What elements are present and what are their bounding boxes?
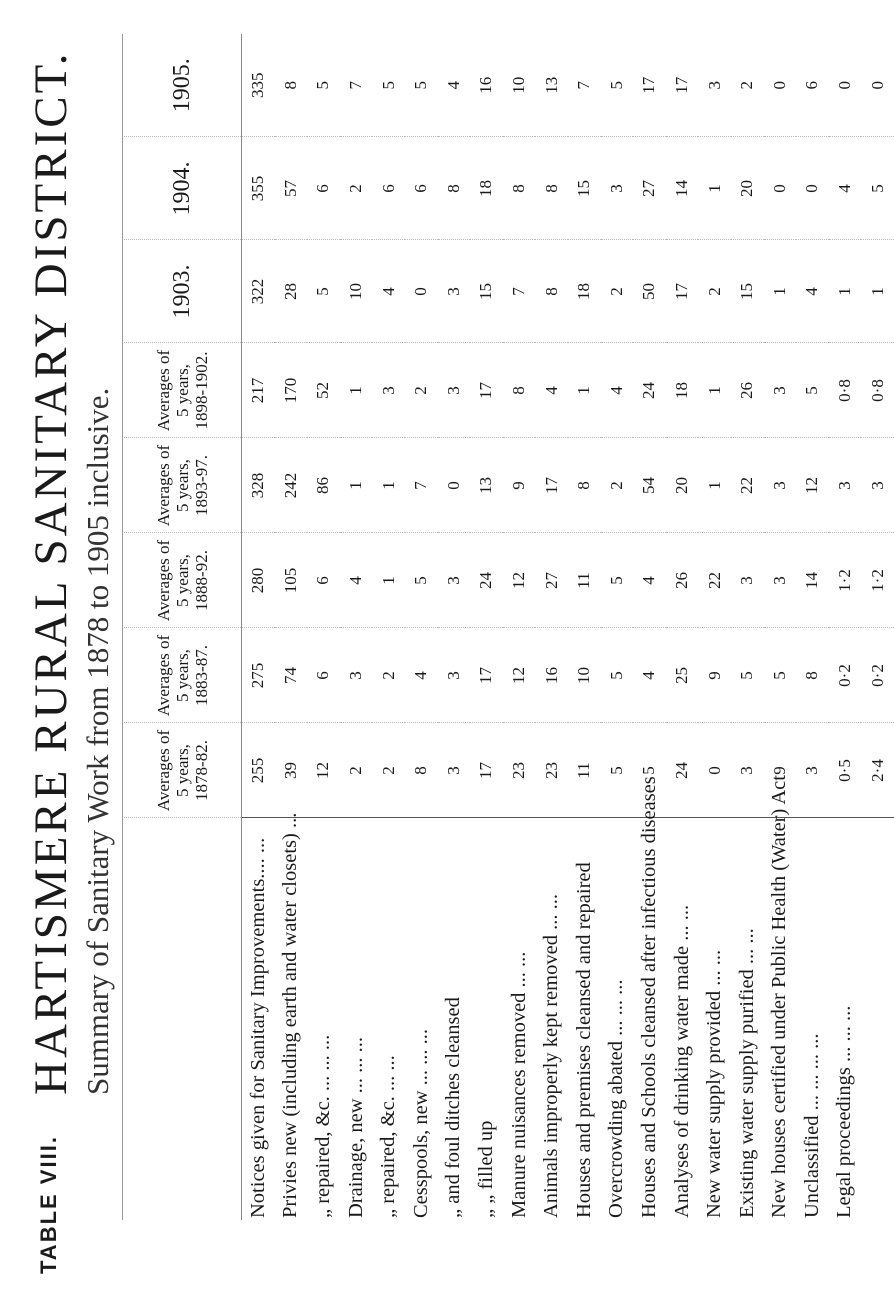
table-cell: 17 xyxy=(633,34,666,137)
row-label: Manure nuisances removed ... ... xyxy=(503,818,536,1220)
table-cell: 7 xyxy=(340,34,373,137)
table-cell: 0 xyxy=(405,240,438,343)
table-cell: 8 xyxy=(503,343,536,438)
column-header: Averages of 5 years, 1883-87. xyxy=(124,628,242,723)
table-cell: 4 xyxy=(796,240,829,343)
table-cell: 1·2 xyxy=(829,533,862,628)
table-row xyxy=(503,34,536,1220)
summary-table-container xyxy=(124,0,887,1310)
table-cell: 8 xyxy=(438,137,471,240)
row-label: New houses certified under Public Health (Water) Act xyxy=(764,818,797,1220)
row-label: „ „ filled up xyxy=(470,818,503,1220)
header-row xyxy=(124,34,242,1220)
row-label: Cesspools, new ... ... ... xyxy=(405,818,438,1220)
row-label: Existing water supply purified ... ... xyxy=(731,818,764,1220)
table-cell: 4 xyxy=(372,240,405,343)
table-cell: 6 xyxy=(307,137,340,240)
table-cell: 0 xyxy=(698,723,731,818)
table-cell: 11 xyxy=(568,533,601,628)
table-cell: 3 xyxy=(731,533,764,628)
table-cell: 15 xyxy=(731,240,764,343)
table-cell: 6 xyxy=(307,533,340,628)
table-cell: 5 xyxy=(601,34,634,137)
table-row xyxy=(438,34,471,1220)
table-row xyxy=(568,34,601,1220)
row-label: Analyses of drinking water made ... ... xyxy=(666,818,699,1220)
table-cell: 86 xyxy=(307,438,340,533)
table-cell: 3 xyxy=(601,137,634,240)
table-cell: 17 xyxy=(470,628,503,723)
row-label: „ repaired, &c. ... ... xyxy=(372,818,405,1220)
row-label: „ and foul ditches cleansed xyxy=(438,818,471,1220)
table-row xyxy=(405,34,438,1220)
table-row xyxy=(275,34,308,1220)
table-row xyxy=(601,34,634,1220)
table-cell: 17 xyxy=(470,343,503,438)
table-cell: 7 xyxy=(568,34,601,137)
table-cell: 3 xyxy=(438,240,471,343)
table-row xyxy=(242,34,275,1220)
table-row xyxy=(698,34,731,1220)
table-row xyxy=(340,34,373,1220)
table-cell: 0·2 xyxy=(829,628,862,723)
table-cell: 3 xyxy=(438,628,471,723)
table-cell: 1 xyxy=(372,438,405,533)
table-cell: 275 xyxy=(242,628,275,723)
row-label: Unclassified ... ... ... ... xyxy=(796,818,829,1220)
table-row xyxy=(633,34,666,1220)
table-cell: 6 xyxy=(372,137,405,240)
table-cell: 255 xyxy=(242,723,275,818)
column-header: 1904. xyxy=(124,137,242,240)
table-cell: 105 xyxy=(275,533,308,628)
row-label: Houses and premises cleansed and repaired xyxy=(568,818,601,1220)
table-cell: 4 xyxy=(438,34,471,137)
table-cell: 12 xyxy=(503,533,536,628)
table-cell: 1 xyxy=(568,343,601,438)
table-cell: 8 xyxy=(503,137,536,240)
table-cell: 1 xyxy=(861,240,894,343)
table-cell: 14 xyxy=(666,137,699,240)
table-cell: 20 xyxy=(666,438,699,533)
table-cell: 5 xyxy=(861,137,894,240)
table-header xyxy=(0,0,124,1310)
row-label xyxy=(861,818,894,1220)
table-cell: 170 xyxy=(275,343,308,438)
table-cell: 2 xyxy=(372,723,405,818)
table-cell: 4 xyxy=(633,533,666,628)
table-cell: 1 xyxy=(698,137,731,240)
table-cell: 1·2 xyxy=(861,533,894,628)
table-label: TABLE VIII. xyxy=(36,1135,61,1274)
table-cell: 3 xyxy=(438,533,471,628)
row-label: Animals improperly kept removed ... ... xyxy=(535,818,568,1220)
table-cell: 2 xyxy=(405,343,438,438)
table-body xyxy=(242,34,894,1220)
table-cell: 242 xyxy=(275,438,308,533)
page-title: HARTISMERE RURAL SANITARY DISTRICT. xyxy=(25,50,77,1095)
table-cell: 5 xyxy=(601,723,634,818)
table-cell: 10 xyxy=(340,240,373,343)
table-cell: 5 xyxy=(731,628,764,723)
table-cell: 3 xyxy=(829,438,862,533)
table-top-rule xyxy=(122,34,123,1220)
table-cell: 52 xyxy=(307,343,340,438)
table-cell: 8 xyxy=(275,34,308,137)
summary-table xyxy=(124,34,894,1220)
table-cell: 50 xyxy=(633,240,666,343)
table-cell: 8 xyxy=(535,240,568,343)
table-cell: 3 xyxy=(438,343,471,438)
table-cell: 2 xyxy=(601,438,634,533)
table-cell: 4 xyxy=(633,628,666,723)
table-cell: 3 xyxy=(796,723,829,818)
table-row xyxy=(796,34,829,1220)
table-cell: 15 xyxy=(568,137,601,240)
table-cell: 17 xyxy=(535,438,568,533)
table-cell: 8 xyxy=(535,137,568,240)
table-cell: 4 xyxy=(829,137,862,240)
table-cell: 23 xyxy=(535,723,568,818)
table-cell: 25 xyxy=(666,628,699,723)
table-cell: 17 xyxy=(666,34,699,137)
table-row xyxy=(666,34,699,1220)
table-cell: 5 xyxy=(796,343,829,438)
table-cell: 10 xyxy=(503,34,536,137)
row-label: Legal proceedings ... ... ... xyxy=(829,818,862,1220)
table-cell: 355 xyxy=(242,137,275,240)
table-cell: 4 xyxy=(535,343,568,438)
table-cell: 5 xyxy=(372,34,405,137)
table-cell: 5 xyxy=(405,533,438,628)
table-cell: 3 xyxy=(340,628,373,723)
table-cell: 5 xyxy=(633,723,666,818)
column-header: 1905. xyxy=(124,34,242,137)
table-cell: 54 xyxy=(633,438,666,533)
table-cell: 2 xyxy=(698,240,731,343)
table-cell: 74 xyxy=(275,628,308,723)
table-cell: 57 xyxy=(275,137,308,240)
table-cell: 1 xyxy=(340,438,373,533)
table-row xyxy=(372,34,405,1220)
column-header: Averages of 5 years, 1898-1902. xyxy=(124,343,242,438)
column-header: Averages of 5 years, 1878-82. xyxy=(124,723,242,818)
table-cell: 20 xyxy=(731,137,764,240)
table-cell: 8 xyxy=(796,628,829,723)
table-cell: 1 xyxy=(698,343,731,438)
table-cell: 5 xyxy=(307,240,340,343)
table-cell: 0 xyxy=(861,34,894,137)
table-cell: 12 xyxy=(307,723,340,818)
table-cell: 5 xyxy=(307,34,340,137)
table-cell: 26 xyxy=(666,533,699,628)
table-cell: 3 xyxy=(698,34,731,137)
table-row xyxy=(470,34,503,1220)
table-cell: 16 xyxy=(535,628,568,723)
table-cell: 14 xyxy=(796,533,829,628)
table-cell: 0 xyxy=(438,438,471,533)
table-cell: 5 xyxy=(405,34,438,137)
table-cell: 335 xyxy=(242,34,275,137)
label-column-head xyxy=(124,818,242,1220)
table-cell: 6 xyxy=(307,628,340,723)
table-cell: 17 xyxy=(470,723,503,818)
table-cell: 2 xyxy=(731,34,764,137)
table-cell: 39 xyxy=(275,723,308,818)
table-cell: 5 xyxy=(601,628,634,723)
table-cell: 24 xyxy=(470,533,503,628)
row-label: Privies new (including earth and water closets) ... xyxy=(275,818,308,1220)
table-row xyxy=(535,34,568,1220)
table-row xyxy=(307,34,340,1220)
table-cell: 13 xyxy=(470,438,503,533)
table-cell: 0·2 xyxy=(861,628,894,723)
table-cell: 7 xyxy=(503,240,536,343)
table-cell: 27 xyxy=(535,533,568,628)
row-label: „ repaired, &c. ... ... ... xyxy=(307,818,340,1220)
table-cell: 24 xyxy=(666,723,699,818)
table-cell: 2 xyxy=(372,628,405,723)
table-cell: 9 xyxy=(764,723,797,818)
table-cell: 12 xyxy=(503,628,536,723)
row-label: Notices given for Sanitary Improvements.... ... xyxy=(242,818,275,1220)
table-row xyxy=(829,34,862,1220)
table-cell: 18 xyxy=(568,240,601,343)
table-cell: 16 xyxy=(470,34,503,137)
table-cell: 280 xyxy=(242,533,275,628)
table-cell: 2 xyxy=(340,137,373,240)
table-cell: 3 xyxy=(372,343,405,438)
table-cell: 23 xyxy=(503,723,536,818)
table-cell: 5 xyxy=(764,628,797,723)
table-cell: 3 xyxy=(764,533,797,628)
table-cell: 2·4 xyxy=(861,723,894,818)
table-cell: 1 xyxy=(829,240,862,343)
table-cell: 5 xyxy=(601,533,634,628)
table-cell: 328 xyxy=(242,438,275,533)
table-cell: 1 xyxy=(372,533,405,628)
row-label: Drainage, new ... ... ... xyxy=(340,818,373,1220)
table-cell: 27 xyxy=(633,137,666,240)
table-row xyxy=(731,34,764,1220)
table-cell: 9 xyxy=(503,438,536,533)
table-cell: 15 xyxy=(470,240,503,343)
table-cell: 3 xyxy=(731,723,764,818)
table-cell: 4 xyxy=(601,343,634,438)
table-cell: 26 xyxy=(731,343,764,438)
table-cell: 22 xyxy=(731,438,764,533)
table-cell: 18 xyxy=(470,137,503,240)
table-cell: 1 xyxy=(340,343,373,438)
table-cell: 0·8 xyxy=(829,343,862,438)
table-row xyxy=(764,34,797,1220)
row-label: Overcrowding abated ... ... ... xyxy=(601,818,634,1220)
table-cell: 2 xyxy=(601,240,634,343)
table-cell: 0 xyxy=(764,34,797,137)
row-label: Houses and Schools cleansed after infectious diseases xyxy=(633,818,666,1220)
page-subtitle: Summary of Sanitary Work from 1878 to 1905 inclusive. xyxy=(80,387,115,1095)
column-header: Averages of 5 years, 1893-97. xyxy=(124,438,242,533)
table-cell: 8 xyxy=(568,438,601,533)
table-cell: 4 xyxy=(405,628,438,723)
table-cell: 4 xyxy=(340,533,373,628)
table-cell: 13 xyxy=(535,34,568,137)
table-cell: 0 xyxy=(829,34,862,137)
column-header: Averages of 5 years, 1888-92. xyxy=(124,533,242,628)
table-cell: 3 xyxy=(764,438,797,533)
table-cell: 0 xyxy=(796,137,829,240)
table-row xyxy=(861,34,894,1220)
table-cell: 24 xyxy=(633,343,666,438)
table-cell: 1 xyxy=(698,438,731,533)
table-cell: 18 xyxy=(666,343,699,438)
table-cell: 11 xyxy=(568,723,601,818)
table-cell: 1 xyxy=(764,240,797,343)
table-cell: 2 xyxy=(340,723,373,818)
row-label: New water supply provided ... ... xyxy=(698,818,731,1220)
table-cell: 3 xyxy=(438,723,471,818)
table-cell: 0·5 xyxy=(829,723,862,818)
column-header: 1903. xyxy=(124,240,242,343)
table-cell: 3 xyxy=(861,438,894,533)
table-cell: 0 xyxy=(764,137,797,240)
table-cell: 3 xyxy=(764,343,797,438)
table-cell: 0·8 xyxy=(861,343,894,438)
table-cell: 6 xyxy=(796,34,829,137)
table-cell: 6 xyxy=(405,137,438,240)
table-cell: 12 xyxy=(796,438,829,533)
table-cell: 8 xyxy=(405,723,438,818)
table-cell: 10 xyxy=(568,628,601,723)
table-cell: 28 xyxy=(275,240,308,343)
table-cell: 22 xyxy=(698,533,731,628)
table-cell: 9 xyxy=(698,628,731,723)
table-cell: 217 xyxy=(242,343,275,438)
table-cell: 322 xyxy=(242,240,275,343)
table-cell: 17 xyxy=(666,240,699,343)
table-cell: 7 xyxy=(405,438,438,533)
